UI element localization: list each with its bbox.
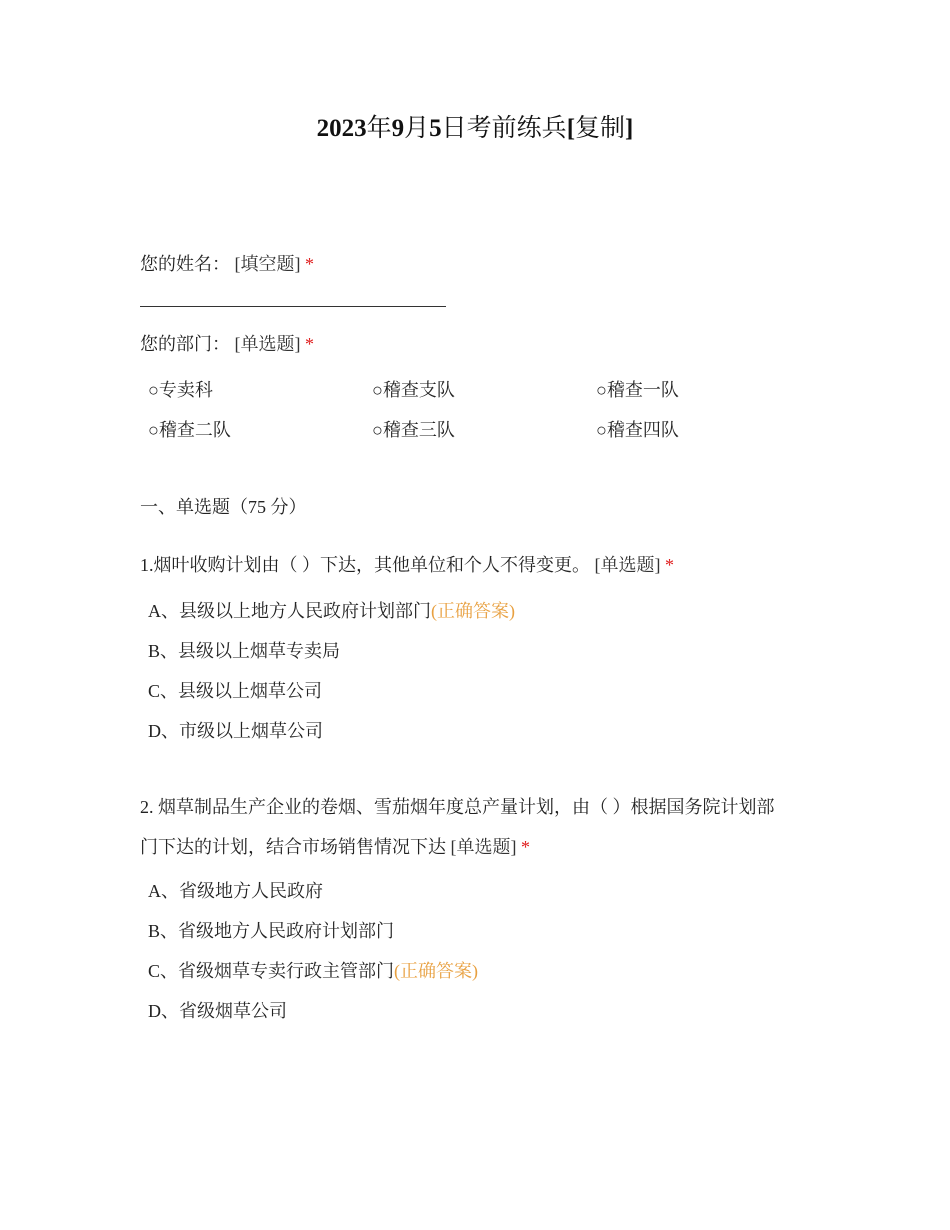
answer-option[interactable]: B、县级以上烟草专卖局 xyxy=(148,641,341,661)
answer-option[interactable]: D、市级以上烟草公司 xyxy=(148,721,323,741)
question-type-tag: [单选题] xyxy=(594,555,661,575)
answer-option[interactable]: D、省级烟草公司 xyxy=(148,1001,287,1021)
question-2 xyxy=(140,787,810,867)
dept-options xyxy=(148,370,848,450)
answer-option[interactable]: A、县级以上地方人民政府计划部门(正确答案) xyxy=(148,601,515,621)
question-2-text-line2: 门下达的计划，结合市场销售情况下达 [单选题] * xyxy=(140,837,530,857)
required-mark: * xyxy=(305,254,314,274)
survey-title: 2023年9月5日考前练兵[复制] xyxy=(316,115,634,142)
dept-option[interactable]: ○稽查三队 xyxy=(372,420,455,440)
dept-options-row xyxy=(148,370,848,410)
dept-option[interactable]: ○稽查二队 xyxy=(148,420,231,440)
required-mark: * xyxy=(521,837,530,857)
question-2-options xyxy=(148,871,478,1031)
dept-option[interactable]: ○稽查一队 xyxy=(596,380,679,400)
answer-option[interactable]: A、省级地方人民政府 xyxy=(148,881,323,901)
answer-option[interactable]: C、县级以上烟草公司 xyxy=(148,681,323,701)
name-question xyxy=(140,244,314,284)
dept-options-row xyxy=(148,410,848,450)
dept-option[interactable]: ○稽查支队 xyxy=(372,380,455,400)
question-type-tag: [单选题] xyxy=(234,334,301,354)
question-type-tag: [填空题] xyxy=(234,254,301,274)
question-2-text-line1: 2. 烟草制品生产企业的卷烟、雪茄烟年度总产量计划，由（ ）根据国务院计划部 xyxy=(140,797,775,817)
answer-option[interactable]: B、省级地方人民政府计划部门 xyxy=(148,921,395,941)
question-1-options xyxy=(148,591,515,751)
question-type-tag: [单选题] xyxy=(450,837,517,857)
correct-answer-label: (正确答案) xyxy=(394,961,479,981)
name-question-label: 您的姓名： xyxy=(140,254,230,274)
required-mark: * xyxy=(665,555,674,575)
answer-option[interactable]: C、省级烟草专卖行政主管部门(正确答案) xyxy=(148,961,479,981)
dept-question-label: 您的部门： xyxy=(140,334,230,354)
dept-option[interactable]: ○专卖科 xyxy=(148,380,213,400)
correct-answer-label: (正确答案) xyxy=(431,601,515,621)
dept-option[interactable]: ○稽查四队 xyxy=(596,420,679,440)
dept-question xyxy=(140,324,314,364)
section-heading: 一、单选题（75 分） xyxy=(140,497,307,517)
required-mark: * xyxy=(305,334,314,354)
name-answer-field[interactable] xyxy=(140,306,446,307)
question-1-text: 1.烟叶收购计划由（ ）下达，其他单位和个人不得变更。 xyxy=(140,555,590,575)
question-1 xyxy=(140,545,810,585)
